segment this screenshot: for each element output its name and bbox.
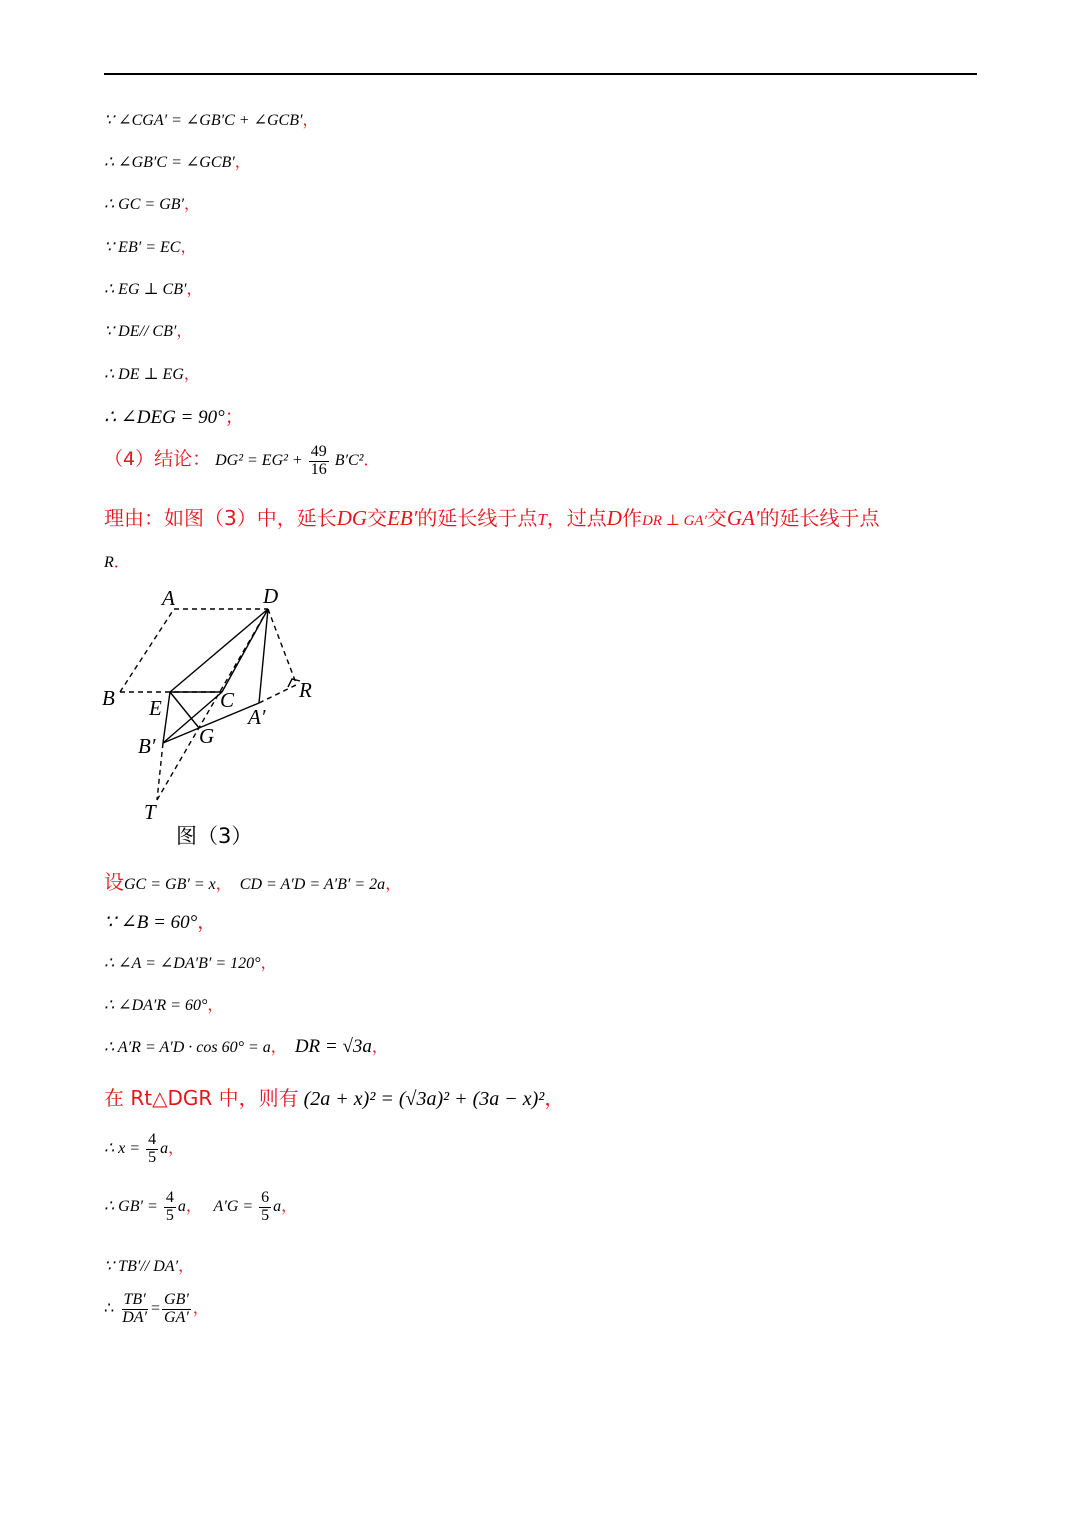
conclusion-line xyxy=(104,444,379,479)
step-6 xyxy=(104,1082,564,1111)
reason-text: 的延长线于点 xyxy=(759,506,880,530)
fraction xyxy=(120,1292,149,1327)
header-rule xyxy=(104,73,977,75)
edge-DE xyxy=(170,609,268,692)
edge-AR xyxy=(259,685,296,703)
punct: ， xyxy=(260,955,277,972)
step-5 xyxy=(104,1034,388,1058)
step-math: ∴ x = xyxy=(104,1139,141,1157)
figure-caption: 图（3） xyxy=(176,824,253,848)
conclusion-label: （4）结论： xyxy=(104,448,212,470)
reason-text: 交 xyxy=(706,506,727,530)
proof-line-6 xyxy=(104,318,192,341)
fraction xyxy=(259,1190,271,1225)
reason-math: D xyxy=(606,506,622,530)
step-9 xyxy=(104,1253,194,1276)
proof-text: ∴ DE ⊥ EG xyxy=(104,366,184,383)
step-math: ∴ ∠A = ∠DA′B′ = 120° xyxy=(104,955,261,972)
proof-line-4 xyxy=(104,234,196,257)
reason-math: DR ⊥ GA′ xyxy=(641,513,707,529)
proof-text: ∴ EG ⊥ CB′ xyxy=(104,281,187,298)
reason-math: DG xyxy=(336,506,368,530)
punct: ， xyxy=(544,1088,565,1110)
punct: ， xyxy=(197,912,217,933)
punct: ， xyxy=(281,1197,298,1215)
step-4 xyxy=(104,992,223,1015)
punct: ， xyxy=(178,1258,195,1275)
conclusion-fraction xyxy=(309,444,329,479)
fraction-denominator: 5 xyxy=(165,1206,174,1224)
step-text: 设 xyxy=(104,870,124,894)
edge-DR xyxy=(268,609,296,683)
punct: ， xyxy=(180,239,197,256)
fraction-numerator: TB′ xyxy=(123,1291,146,1308)
step-math: CD = A′D = A′B′ = 2a xyxy=(239,876,386,893)
fraction-numerator: 49 xyxy=(310,443,327,461)
reason-text: 作 xyxy=(621,506,642,530)
punct: ． xyxy=(363,452,380,469)
punct: ， xyxy=(270,1039,287,1056)
step-math: ∴ GB′ = xyxy=(104,1197,158,1215)
conclusion-rhs: B′C² xyxy=(334,452,364,469)
fraction-denominator: 5 xyxy=(148,1148,157,1166)
conclusion-lhs: DG² = EG² + xyxy=(215,452,303,469)
step-math: a xyxy=(177,1197,186,1215)
reason-text: 理由：如图（3）中，延长 xyxy=(104,506,337,530)
step-math: (2a + x)² = (√3a)² + (3a − x)² xyxy=(303,1088,545,1110)
proof-text: ∵ ∠CGA′ = ∠GB′C + ∠GCB′ xyxy=(104,112,303,129)
step-math: GC = GB′ = x xyxy=(124,876,216,893)
punct: ， xyxy=(215,876,232,893)
label-B: B xyxy=(102,686,115,710)
proof-text: ∴ GC = GB′ xyxy=(104,196,185,213)
reason-text: ，过点 xyxy=(546,506,607,530)
edge-AB xyxy=(120,609,174,692)
geometry-figure xyxy=(96,582,336,822)
label-E: E xyxy=(149,696,162,720)
step-math: a xyxy=(273,1197,282,1215)
proof-text: ∴ ∠GB′C = ∠GCB′ xyxy=(104,154,235,171)
step-math: ∴ xyxy=(104,1299,115,1317)
step-text: 在 Rt△DGR 中，则有 xyxy=(104,1086,299,1110)
reason-line xyxy=(104,502,879,531)
reason-text: 的延长线于点 xyxy=(417,506,538,530)
fraction-denominator: 16 xyxy=(310,460,327,478)
proof-line-8 xyxy=(104,402,244,429)
punct: ． xyxy=(113,554,130,571)
fraction-numerator: 4 xyxy=(148,1131,157,1148)
step-math: A′G = xyxy=(213,1197,254,1215)
label-A: A xyxy=(162,586,175,610)
punct: ， xyxy=(186,281,203,298)
reason-math: GA′ xyxy=(726,506,760,530)
step-8 xyxy=(104,1190,297,1225)
proof-text: ∵ EB′ = EC xyxy=(104,239,181,256)
step-10 xyxy=(104,1292,209,1327)
step-math: ∵ TB′// DA′ xyxy=(104,1258,179,1275)
reason-math: R xyxy=(104,554,114,571)
punct: ， xyxy=(184,196,201,213)
step-3 xyxy=(104,950,277,973)
step-1 xyxy=(104,866,401,895)
edge-EG xyxy=(170,692,199,728)
label-A-prime: A′ xyxy=(248,705,266,729)
punct: ， xyxy=(168,1139,185,1157)
punct: ， xyxy=(192,1299,209,1317)
step-math: DR = √3a xyxy=(294,1036,372,1057)
proof-text: ∵ DE// CB′ xyxy=(104,323,177,340)
fraction xyxy=(162,1292,191,1327)
edge-EB2 xyxy=(163,692,170,743)
reason-math: T xyxy=(537,510,547,529)
label-D: D xyxy=(263,584,279,608)
proof-line-5 xyxy=(104,276,203,299)
punct: ， xyxy=(302,112,319,129)
proof-line-3 xyxy=(104,191,200,214)
fraction-denominator: DA′ xyxy=(122,1308,148,1326)
label-B-prime: B′ xyxy=(138,734,156,758)
step-2 xyxy=(104,907,216,934)
step-math: = xyxy=(151,1299,161,1317)
label-G: G xyxy=(199,724,215,748)
punct: ， xyxy=(234,154,251,171)
fraction xyxy=(146,1132,158,1167)
fraction xyxy=(164,1190,176,1225)
label-R: R xyxy=(299,678,312,702)
fraction-numerator: 4 xyxy=(165,1189,174,1206)
reason-line-2 xyxy=(104,549,130,572)
punct: ； xyxy=(224,407,244,428)
fraction-denominator: GA′ xyxy=(164,1308,189,1326)
reason-math: EB′ xyxy=(387,506,418,530)
fraction-numerator: 6 xyxy=(261,1189,270,1206)
step-7 xyxy=(104,1132,184,1167)
step-math: ∴ A′R = A′D · cos 60° = a xyxy=(104,1039,271,1056)
step-math: a xyxy=(160,1139,169,1157)
label-C: C xyxy=(220,688,235,712)
proof-line-1 xyxy=(104,107,319,130)
punct: ， xyxy=(207,997,224,1014)
punct: ， xyxy=(176,323,193,340)
punct: ， xyxy=(185,1197,202,1215)
reason-text: 交 xyxy=(367,506,388,530)
step-math: ∵ ∠B = 60° xyxy=(104,912,198,933)
punct: ， xyxy=(183,366,200,383)
proof-line-7 xyxy=(104,361,200,384)
punct: ， xyxy=(371,1039,388,1056)
fraction-numerator: GB′ xyxy=(164,1291,189,1308)
punct: ， xyxy=(385,876,402,893)
proof-text: ∴ ∠DEG = 90° xyxy=(104,407,225,428)
proof-line-2 xyxy=(104,149,251,172)
fraction-denominator: 5 xyxy=(261,1206,270,1224)
label-T: T xyxy=(144,800,156,822)
step-math: ∴ ∠DA′R = 60° xyxy=(104,997,208,1014)
